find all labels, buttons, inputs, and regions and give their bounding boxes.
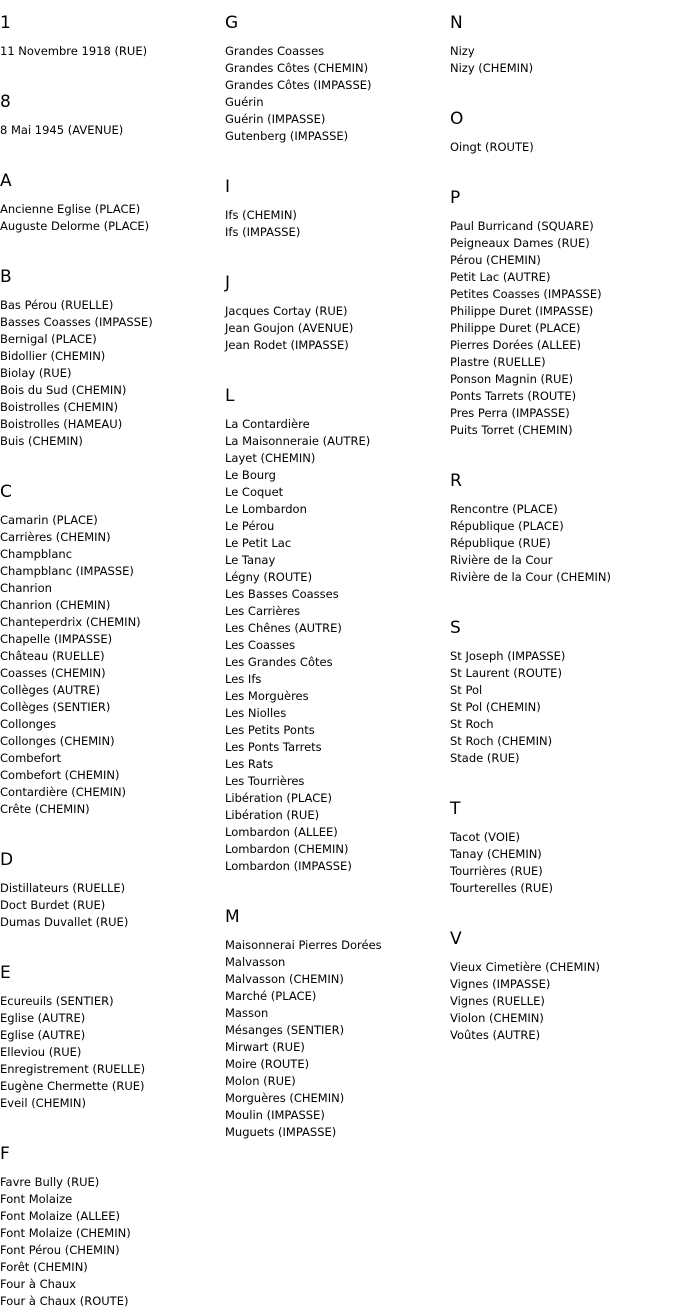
- street-link[interactable]: Champblanc: [0, 547, 73, 561]
- street-link[interactable]: Tourterelles (RUE): [450, 881, 554, 895]
- letter-section: [0, 850, 225, 950]
- section-spacer: [0, 1112, 225, 1131]
- letter-section: [450, 929, 675, 1044]
- section-spacer: [450, 767, 675, 786]
- section-letter-heading: M: [225, 907, 240, 927]
- street-link[interactable]: Les Grandes Côtes: [225, 655, 333, 669]
- street-link[interactable]: Chanrion: [0, 581, 52, 595]
- street-link[interactable]: Tacot (VOIE): [450, 830, 521, 844]
- section-letter-heading: C: [0, 482, 12, 502]
- section-spacer: [0, 818, 225, 837]
- section-spacer: [450, 439, 675, 458]
- street-link[interactable]: Ifs (IMPASSE): [225, 225, 301, 239]
- section-spacer: [225, 875, 450, 894]
- street-link[interactable]: Les Petits Ponts: [225, 723, 315, 737]
- street-link[interactable]: Vignes (IMPASSE): [450, 977, 551, 991]
- street-link[interactable]: Bas Pérou (RUELLE): [0, 298, 114, 312]
- street-link[interactable]: Chapelle (IMPASSE): [0, 632, 113, 646]
- letter-section: [0, 482, 225, 837]
- street-link[interactable]: Forêt (CHEMIN): [0, 1260, 88, 1274]
- street-link[interactable]: Font Molaize: [0, 1192, 73, 1206]
- street-link[interactable]: Philippe Duret (PLACE): [450, 321, 581, 335]
- street-link[interactable]: Lombardon (ALLEE): [225, 825, 338, 839]
- street-link[interactable]: Ponts Tarrets (ROUTE): [450, 389, 577, 403]
- street-link[interactable]: Vieux Cimetière (CHEMIN): [450, 960, 600, 974]
- street-link[interactable]: Malvasson: [225, 955, 286, 969]
- street-link[interactable]: Marché (PLACE): [225, 989, 317, 1003]
- street-link[interactable]: Buis (CHEMIN): [0, 434, 83, 448]
- street-link[interactable]: Four à Chaux: [0, 1277, 77, 1291]
- letter-section: [0, 171, 225, 254]
- street-link[interactable]: Les Ponts Tarrets: [225, 740, 322, 754]
- street-link[interactable]: St Joseph (IMPASSE): [450, 649, 566, 663]
- letter-section: [450, 188, 675, 458]
- street-link[interactable]: Les Tourrières: [225, 774, 305, 788]
- street-link[interactable]: Voûtes (AUTRE): [450, 1028, 541, 1042]
- street-link[interactable]: Légny (ROUTE): [225, 570, 313, 584]
- section-letter-heading: B: [0, 267, 12, 287]
- street-link[interactable]: Bidollier (CHEMIN): [0, 349, 106, 363]
- section-letter-heading: T: [450, 799, 461, 819]
- street-link[interactable]: Font Molaize (CHEMIN): [0, 1226, 131, 1240]
- street-link[interactable]: Plastre (RUELLE): [450, 355, 546, 369]
- street-link[interactable]: Carrières (CHEMIN): [0, 530, 111, 544]
- section-letter-heading: G: [225, 13, 239, 33]
- street-link[interactable]: Basses Coasses (IMPASSE): [0, 315, 153, 329]
- street-link[interactable]: Violon (CHEMIN): [450, 1011, 544, 1025]
- street-link[interactable]: Bernigal (PLACE): [0, 332, 97, 346]
- street-link[interactable]: Eglise (AUTRE): [0, 1011, 86, 1025]
- street-link[interactable]: Distillateurs (RUELLE): [0, 881, 126, 895]
- section-spacer: [0, 931, 225, 950]
- street-link[interactable]: St Pol: [450, 683, 483, 697]
- street-link[interactable]: Contardière (CHEMIN): [0, 785, 127, 799]
- section-letter-heading: A: [0, 171, 12, 191]
- section-letter-heading: L: [225, 386, 235, 406]
- section-letter-heading: P: [450, 188, 461, 208]
- section-letter-heading: F: [0, 1144, 10, 1164]
- street-link[interactable]: La Maisonneraie (AUTRE): [225, 434, 371, 448]
- section-letter-heading: R: [450, 471, 462, 491]
- street-link[interactable]: Nizy (CHEMIN): [450, 61, 534, 75]
- street-link[interactable]: Enregistrement (RUELLE): [0, 1062, 146, 1076]
- section-spacer: [0, 139, 225, 158]
- index-column: [450, 0, 675, 1044]
- section-letter-heading: N: [450, 13, 463, 33]
- street-link[interactable]: République (PLACE): [450, 519, 564, 533]
- street-link[interactable]: Boistrolles (CHEMIN): [0, 400, 119, 414]
- street-link[interactable]: Collèges (AUTRE): [0, 683, 101, 697]
- street-link[interactable]: St Roch (CHEMIN): [450, 734, 553, 748]
- street-link[interactable]: Rivière de la Cour (CHEMIN): [450, 570, 611, 584]
- section-spacer: [450, 586, 675, 605]
- street-link[interactable]: Boistrolles (HAMEAU): [0, 417, 123, 431]
- street-link[interactable]: Crête (CHEMIN): [0, 802, 90, 816]
- letter-section: [450, 618, 675, 786]
- street-link[interactable]: Combefort (CHEMIN): [0, 768, 120, 782]
- street-link[interactable]: Masson: [225, 1006, 269, 1020]
- street-link[interactable]: Collonges: [0, 717, 57, 731]
- street-link[interactable]: Vignes (RUELLE): [450, 994, 545, 1008]
- street-link[interactable]: Malvasson (CHEMIN): [225, 972, 344, 986]
- street-link[interactable]: Grandes Coasses: [225, 44, 325, 58]
- street-link[interactable]: Chanrion (CHEMIN): [0, 598, 111, 612]
- letter-section: [225, 386, 450, 894]
- section-spacer: [225, 354, 450, 373]
- street-link[interactable]: Biolay (RUE): [0, 366, 72, 380]
- street-link[interactable]: Les Morguères: [225, 689, 309, 703]
- street-link[interactable]: Paul Burricand (SQUARE): [450, 219, 594, 233]
- street-link[interactable]: Les Chênes (AUTRE): [225, 621, 342, 635]
- street-link[interactable]: Ifs (CHEMIN): [225, 208, 297, 222]
- street-link[interactable]: Collonges (CHEMIN): [0, 734, 115, 748]
- street-link[interactable]: St Laurent (ROUTE): [450, 666, 562, 680]
- street-link[interactable]: Font Pérou (CHEMIN): [0, 1243, 120, 1257]
- street-link[interactable]: Moire (ROUTE): [225, 1057, 310, 1071]
- section-letter-heading: E: [0, 963, 11, 983]
- street-link[interactable]: Le Coquet: [225, 485, 284, 499]
- index-column: [225, 0, 450, 1141]
- street-link[interactable]: Lombardon (CHEMIN): [225, 842, 349, 856]
- street-link[interactable]: Guérin: [225, 95, 264, 109]
- street-link[interactable]: Les Ifs: [225, 672, 262, 686]
- street-link[interactable]: Petites Coasses (IMPASSE): [450, 287, 602, 301]
- street-link[interactable]: Rencontre (PLACE): [450, 502, 558, 516]
- street-link[interactable]: Les Rats: [225, 757, 274, 771]
- street-link[interactable]: République (RUE): [450, 536, 551, 550]
- street-link[interactable]: Jean Goujon (AVENUE): [225, 321, 354, 335]
- section-spacer: [450, 156, 675, 175]
- street-link[interactable]: La Contardière: [225, 417, 310, 431]
- street-link[interactable]: Gutenberg (IMPASSE): [225, 129, 349, 143]
- street-link[interactable]: Le Lombardon: [225, 502, 307, 516]
- street-link[interactable]: Ancienne Eglise (PLACE): [0, 202, 141, 216]
- street-link[interactable]: Bois du Sud (CHEMIN): [0, 383, 127, 397]
- letter-section: [0, 13, 225, 79]
- street-link[interactable]: Stade (RUE): [450, 751, 520, 765]
- street-link[interactable]: Château (RUELLE): [0, 649, 105, 663]
- section-spacer: [450, 897, 675, 916]
- street-link[interactable]: Ponson Magnin (RUE): [450, 372, 574, 386]
- index-column: [0, 0, 225, 1310]
- street-link[interactable]: Pierres Dorées (ALLEE): [450, 338, 582, 352]
- street-link[interactable]: Doct Burdet (RUE): [0, 898, 106, 912]
- section-spacer: [225, 241, 450, 260]
- street-link[interactable]: Chanteperdrix (CHEMIN): [0, 615, 141, 629]
- street-link[interactable]: Lombardon (IMPASSE): [225, 859, 352, 873]
- street-link[interactable]: 11 Novembre 1918 (RUE): [0, 44, 148, 58]
- street-link[interactable]: Rivière de la Cour: [450, 553, 553, 567]
- street-link[interactable]: Champblanc (IMPASSE): [0, 564, 134, 578]
- letter-section: [0, 92, 225, 158]
- street-link[interactable]: Elleviou (RUE): [0, 1045, 82, 1059]
- street-link[interactable]: Mirwart (RUE): [225, 1040, 305, 1054]
- street-link[interactable]: Les Niolles: [225, 706, 287, 720]
- letter-section: [225, 273, 450, 373]
- section-spacer: [0, 60, 225, 79]
- street-link[interactable]: Mésanges (SENTIER): [225, 1023, 345, 1037]
- street-link[interactable]: Le Pérou: [225, 519, 275, 533]
- street-link[interactable]: Libération (RUE): [225, 808, 320, 822]
- street-link[interactable]: Les Carrières: [225, 604, 301, 618]
- street-link[interactable]: Les Coasses: [225, 638, 296, 652]
- street-link[interactable]: Tanay (CHEMIN): [450, 847, 542, 861]
- street-link[interactable]: Moulin (IMPASSE): [225, 1108, 325, 1122]
- street-link[interactable]: Grandes Côtes (IMPASSE): [225, 78, 372, 92]
- street-link[interactable]: Oingt (ROUTE): [450, 140, 534, 154]
- street-link[interactable]: 8 Mai 1945 (AVENUE): [0, 123, 124, 137]
- section-letter-heading: V: [450, 929, 462, 949]
- street-link[interactable]: Jean Rodet (IMPASSE): [225, 338, 349, 352]
- street-link[interactable]: St Pol (CHEMIN): [450, 700, 541, 714]
- street-link[interactable]: Ecureuils (SENTIER): [0, 994, 114, 1008]
- street-link[interactable]: Camarin (PLACE): [0, 513, 98, 527]
- section-spacer: [0, 235, 225, 254]
- letter-section: [225, 907, 450, 1141]
- letter-section: [0, 1144, 225, 1310]
- street-link[interactable]: Grandes Côtes (CHEMIN): [225, 61, 369, 75]
- section-letter-heading: J: [225, 273, 231, 293]
- street-link[interactable]: Le Petit Lac: [225, 536, 292, 550]
- street-link[interactable]: Guérin (IMPASSE): [225, 112, 326, 126]
- section-spacer: [450, 77, 675, 96]
- street-link[interactable]: Jacques Cortay (RUE): [225, 304, 348, 318]
- street-link[interactable]: Collèges (SENTIER): [0, 700, 111, 714]
- section-spacer: [0, 450, 225, 469]
- street-link[interactable]: Les Basses Coasses: [225, 587, 339, 601]
- street-link[interactable]: Le Bourg: [225, 468, 276, 482]
- street-link[interactable]: Morguères (CHEMIN): [225, 1091, 345, 1105]
- street-link[interactable]: Four à Chaux (ROUTE): [0, 1294, 129, 1308]
- section-letter-heading: 1: [0, 13, 11, 33]
- street-link[interactable]: Puits Torret (CHEMIN): [450, 423, 573, 437]
- street-link[interactable]: Libération (PLACE): [225, 791, 332, 805]
- street-link[interactable]: Peigneaux Dames (RUE): [450, 236, 590, 250]
- street-link[interactable]: Pérou (CHEMIN): [450, 253, 541, 267]
- street-link[interactable]: Favre Bully (RUE): [0, 1175, 100, 1189]
- street-link[interactable]: Le Tanay: [225, 553, 276, 567]
- street-link[interactable]: Eveil (CHEMIN): [0, 1096, 87, 1110]
- street-link[interactable]: Maisonnerai Pierres Dorées: [225, 938, 382, 952]
- street-link[interactable]: Nizy: [450, 44, 475, 58]
- letter-section: [225, 177, 450, 260]
- section-letter-heading: O: [450, 109, 464, 129]
- section-letter-heading: S: [450, 618, 461, 638]
- letter-section: [225, 13, 450, 164]
- street-link[interactable]: Font Molaize (ALLEE): [0, 1209, 121, 1223]
- street-link[interactable]: Molon (RUE): [225, 1074, 296, 1088]
- letter-section: [450, 109, 675, 175]
- street-link[interactable]: Tourrières (RUE): [450, 864, 543, 878]
- street-link[interactable]: Muguets (IMPASSE): [225, 1125, 337, 1139]
- street-link[interactable]: Dumas Duvallet (RUE): [0, 915, 129, 929]
- street-link[interactable]: Eglise (AUTRE): [0, 1028, 86, 1042]
- letter-section: [0, 267, 225, 469]
- street-link[interactable]: Combefort: [0, 751, 61, 765]
- street-link[interactable]: Pres Perra (IMPASSE): [450, 406, 570, 420]
- section-spacer: [225, 145, 450, 164]
- street-link[interactable]: Eugène Chermette (RUE): [0, 1079, 145, 1093]
- section-letter-heading: I: [225, 177, 231, 197]
- section-letter-heading: 8: [0, 92, 11, 112]
- letter-section: [450, 799, 675, 916]
- street-link[interactable]: Layet (CHEMIN): [225, 451, 316, 465]
- street-link[interactable]: Auguste Delorme (PLACE): [0, 219, 150, 233]
- letter-section: [450, 13, 675, 96]
- street-link[interactable]: Petit Lac (AUTRE): [450, 270, 551, 284]
- street-link[interactable]: St Roch: [450, 717, 494, 731]
- letter-section: [450, 471, 675, 605]
- section-letter-heading: D: [0, 850, 14, 870]
- street-link[interactable]: Philippe Duret (IMPASSE): [450, 304, 594, 318]
- street-link[interactable]: Coasses (CHEMIN): [0, 666, 106, 680]
- letter-section: [0, 963, 225, 1131]
